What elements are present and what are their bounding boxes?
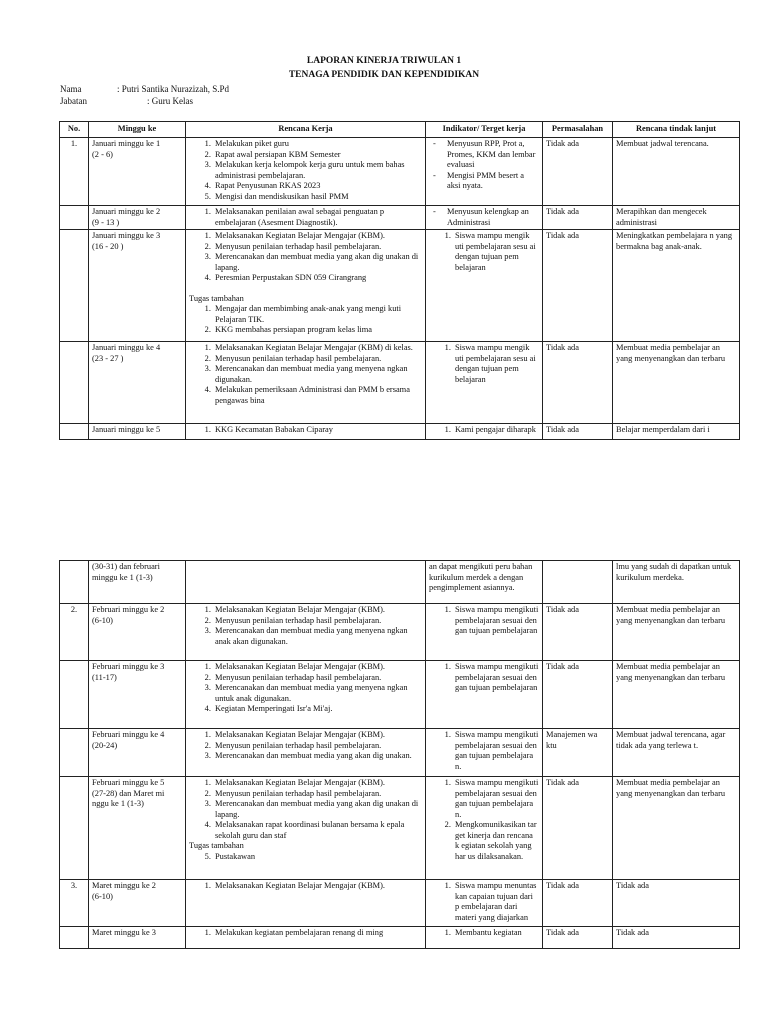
- indicator-item: - Menyusun kelengkap an Administrasi: [429, 207, 539, 228]
- task-item: 1. Melaksanakan penilaian awal sebagai penguatan p embelajaran (Asesment Diagnostik).: [213, 207, 422, 228]
- indicator-item: 1. Siswa mampu mengikuti pembelajaran sesuai den gan tujuan pembelajara n.: [453, 730, 539, 772]
- table-row: [60, 661, 740, 729]
- indicator-list: [429, 425, 539, 436]
- plan-cell: [186, 342, 426, 424]
- task-item: 1. Melaksanakan Kegiatan Belajar Mengajar (KBM).: [213, 881, 422, 892]
- indicator-item: 1. Siswa mampu mengikuti pembelajaran sesuai den gan tujuan pembelajaran: [453, 662, 539, 694]
- row-number: 1.: [60, 138, 89, 206]
- task-item: 2. Menyusun penilaian terhadap hasil pembelajaran.: [213, 242, 422, 253]
- task-item: 2. Rapat awal persiapan KBM Semester: [213, 150, 422, 161]
- indicator-list: [429, 605, 539, 637]
- indicator-list: [429, 139, 539, 192]
- week-cell: [89, 206, 186, 230]
- week-cell: [89, 561, 186, 604]
- week-cell: [89, 138, 186, 206]
- problem-cell: Tidak ada: [543, 661, 613, 729]
- row-number: [60, 230, 89, 342]
- indicator-list: [429, 778, 539, 862]
- task-item: 5. Mengisi dan mendiskusikan hasil PMM: [213, 192, 422, 203]
- task-list: [189, 343, 422, 406]
- task-item: 1. KKG Kecamatan Babakan Ciparay: [213, 425, 422, 436]
- row-number: [60, 342, 89, 424]
- indicator-cell: [426, 230, 543, 342]
- plan-cell: [186, 927, 426, 949]
- week-label: Maret minggu ke 3: [92, 928, 156, 937]
- row-number: 2.: [60, 604, 89, 661]
- followup-cell: Membuat media pembelajar an yang menyenangkan dan terbaru: [613, 661, 740, 729]
- extra-task-list: [189, 304, 422, 336]
- problem-cell: Tidak ada: [543, 138, 613, 206]
- indicator-item: - Menyusun RPP, Prot a, Promes, KKM dan lembar evaluasi: [429, 139, 539, 171]
- task-item: 1. Melaksanakan Kegiatan Belajar Mengajar (KBM).: [213, 605, 422, 616]
- report-table-page-2: [59, 560, 740, 949]
- row-number: [60, 424, 89, 440]
- indicator-cell: [426, 729, 543, 777]
- task-list: [189, 778, 422, 841]
- report-title: LAPORAN KINERJA TRIWULAN 1: [306, 56, 462, 66]
- week-cell: [89, 604, 186, 661]
- task-item: 3. Merencanakan dan membuat media yang menyena ngkan digunakan.: [213, 364, 422, 385]
- problem-cell: Tidak ada: [543, 342, 613, 424]
- task-list: [189, 605, 422, 647]
- name-label: Nama: [60, 84, 82, 94]
- followup-cell: Membuat media pembelajar an yang menyenangkan dan terbaru: [613, 342, 740, 424]
- col-header-week: Minggu ke: [89, 122, 186, 138]
- problem-cell: Tidak ada: [543, 880, 613, 927]
- task-list: [189, 139, 422, 202]
- row-number: [60, 561, 89, 604]
- row-number: [60, 206, 89, 230]
- week-cell: [89, 880, 186, 927]
- followup-cell: Merapihkan dan mengecek administrasi: [613, 206, 740, 230]
- row-number: [60, 927, 89, 949]
- table-row: [60, 342, 740, 424]
- week-label: Januari minggu ke 3: [92, 231, 161, 240]
- week-cell: [89, 729, 186, 777]
- problem-cell: Tidak ada: [543, 230, 613, 342]
- indicator-cell: [426, 424, 543, 440]
- followup-cell: Membuat media pembelajar an yang menyenangkan dan terbaru: [613, 777, 740, 880]
- indicator-item: an dapat mengikuti peru bahan kurikulum merdek a dengan pengimplement asiannya.: [429, 562, 533, 592]
- problem-cell: Tidak ada: [543, 206, 613, 230]
- task-item: 2. Menyusun penilaian terhadap hasil pembelajaran.: [213, 741, 422, 752]
- week-label: Januari minggu ke 1: [92, 139, 161, 148]
- indicator-list: [429, 231, 539, 273]
- table-row: [60, 138, 740, 206]
- task-list: [189, 730, 422, 762]
- task-item: 1. Melakukan kegiatan pembelajaran renang di ming: [213, 928, 422, 939]
- plan-cell: [186, 561, 426, 604]
- task-item: 3. Merencanakan dan membuat media yang menyena ngkan untuk anak digunakan.: [213, 683, 422, 704]
- row-number: [60, 777, 89, 880]
- indicator-cell: [426, 604, 543, 661]
- week-label: (30-31) dan februari minggu ke 1 (1-3): [92, 562, 160, 582]
- week-label: (2 - 6): [92, 149, 113, 159]
- task-item: 2. Menyusun penilaian terhadap hasil pembelajaran.: [213, 673, 422, 684]
- indicator-cell: [426, 342, 543, 424]
- indicator-cell: [426, 561, 543, 604]
- extra-task-label: Tugas tambahan: [189, 293, 244, 303]
- week-cell: [89, 342, 186, 424]
- followup-cell: Membuat jadwal terencana.: [613, 138, 740, 206]
- task-item: 1. Melaksanakan Kegiatan Belajar Mengajar (KBM).: [213, 662, 422, 673]
- plan-cell: [186, 138, 426, 206]
- problem-cell: Tidak ada: [543, 777, 613, 880]
- plan-cell: [186, 604, 426, 661]
- plan-cell: [186, 230, 426, 342]
- table-row: [60, 604, 740, 661]
- week-label: (23 - 27 ): [92, 353, 124, 363]
- indicator-item: 1. Siswa mampu mengik uti pembelajaran sesu ai dengan tujuan pem belajaran: [453, 231, 539, 273]
- task-item: 3. Merencanakan dan membuat media yang menyena ngkan anak akan digunakan.: [213, 626, 422, 647]
- extra-task-item: 5. Pustakawan: [213, 852, 422, 863]
- task-item: 1. Melaksanakan Kegiatan Belajar Mengajar (KBM).: [213, 730, 422, 741]
- extra-task-item: 2. KKG membahas persiapan program kelas lima: [213, 325, 422, 336]
- problem-cell: Tidak ada: [543, 604, 613, 661]
- plan-cell: [186, 661, 426, 729]
- task-item: 4. Peresmian Perpustakan SDN 059 Cirangrang: [213, 273, 422, 284]
- week-label: Maret minggu ke 2: [92, 881, 156, 890]
- report-table-page-1: [59, 121, 740, 440]
- indicator-cell: [426, 661, 543, 729]
- indicator-cell: [426, 138, 543, 206]
- task-list: [189, 425, 422, 436]
- week-label: Januari minggu ke 5: [92, 425, 161, 434]
- task-list: [189, 881, 422, 892]
- task-item: 3. Melakukan kerja kelompok kerja guru untuk mem bahas administrasi pembelajaran.: [213, 160, 422, 181]
- week-label: (6-10): [92, 615, 113, 625]
- task-item: 2. Menyusun penilaian terhadap hasil pembelajaran.: [213, 354, 422, 365]
- indicator-item: - Mengisi PMM besert a aksi nyata.: [429, 171, 539, 192]
- week-cell: [89, 230, 186, 342]
- indicator-item: 2. Mengkomunikasikan tar get kinerja dan rencana k egiatan sekolah yang har us dilaksanakan.: [453, 820, 539, 862]
- problem-cell: Tidak ada: [543, 424, 613, 440]
- week-cell: [89, 661, 186, 729]
- col-header-indicator: Indikator/ Terget kerja: [426, 122, 543, 138]
- table-header-row: [60, 122, 740, 138]
- plan-cell: [186, 777, 426, 880]
- report-subtitle: TENAGA PENDIDIK DAN KEPENDIDIKAN: [288, 70, 480, 80]
- col-header-problem: Permasalahan: [543, 122, 613, 138]
- week-label: Februari minggu ke 5: [92, 778, 165, 787]
- indicator-cell: [426, 777, 543, 880]
- indicator-cell: [426, 927, 543, 949]
- table-row: [60, 777, 740, 880]
- indicator-item: 1. Siswa mampu menuntas kan capaian tujuan dari p embelajaran dari materi yang diajarkan: [453, 881, 539, 923]
- task-item: 4. Melaksanakan rapat koordinasi bulanan bersama k epala sekolah guru dan staf: [213, 820, 422, 841]
- indicator-item: 1. Kami pengajar diharapk: [453, 425, 539, 436]
- indicator-list: [429, 207, 539, 228]
- task-list: [189, 928, 422, 939]
- name-value: : Putri Santika Nurazizah, S.Pd: [117, 84, 229, 94]
- task-item: 4. Kegiatan Memperingati Isr'a Mi'aj.: [213, 704, 422, 715]
- table-row: [60, 927, 740, 949]
- extra-task-item: 1. Mengajar dan membimbing anak-anak yang mengi kuti Pelajaran TIK.: [213, 304, 422, 325]
- indicator-cell: [426, 880, 543, 927]
- task-item: 3. Merencanakan dan membuat media yang akan dig unakan di lapang.: [213, 252, 422, 273]
- week-label: (16 - 20 ): [92, 241, 124, 251]
- table-row: [60, 206, 740, 230]
- task-item: 2. Menyusun penilaian terhadap hasil pembelajaran.: [213, 616, 422, 627]
- week-cell: [89, 424, 186, 440]
- problem-cell: Manajemen wa ktu: [543, 729, 613, 777]
- week-label: Februari minggu ke 2: [92, 605, 165, 614]
- col-header-no: No.: [60, 122, 89, 138]
- plan-cell: [186, 880, 426, 927]
- week-label: (11-17): [92, 672, 117, 682]
- role-value: : Guru Kelas: [147, 96, 193, 106]
- indicator-item: 1. Siswa mampu mengik uti pembelajaran sesu ai dengan tujuan pem belajaran: [453, 343, 539, 385]
- table-row: [60, 880, 740, 927]
- week-label: Februari minggu ke 4: [92, 730, 165, 739]
- task-list: [189, 231, 422, 284]
- followup-cell: Membuat jadwal terencana, agar tidak ada yang terlewa t.: [613, 729, 740, 777]
- row-number: [60, 729, 89, 777]
- col-header-followup: Rencana tindak lanjut: [613, 122, 740, 138]
- followup-cell: Meningkatkan pembelajara n yang bermakna bag anak-anak.: [613, 230, 740, 342]
- indicator-item: 1. Siswa mampu mengikuti pembelajaran sesuai den gan tujuan pembelajara n.: [453, 778, 539, 820]
- task-item: 4. Rapat Penyusunan RKAS 2023: [213, 181, 422, 192]
- week-cell: [89, 777, 186, 880]
- task-list: [189, 662, 422, 715]
- plan-cell: [186, 729, 426, 777]
- followup-cell: Membuat media pembelajar an yang menyenangkan dan terbaru: [613, 604, 740, 661]
- week-cell: [89, 927, 186, 949]
- table-row: [60, 729, 740, 777]
- indicator-list: [429, 662, 539, 694]
- indicator-item: 1. Membantu kegiatan: [453, 928, 539, 939]
- task-item: 2. Menyusun penilaian terhadap hasil pembelajaran.: [213, 789, 422, 800]
- followup-cell: Belajar memperdalam dari i: [613, 424, 740, 440]
- plan-cell: [186, 424, 426, 440]
- week-label: Januari minggu ke 4: [92, 343, 161, 352]
- task-item: 4. Melakukan pemeriksaan Administrasi dan PMM b ersama pengawas bina: [213, 385, 422, 406]
- week-label: (9 - 13 ): [92, 217, 120, 227]
- row-number: 3.: [60, 880, 89, 927]
- col-header-plan: Rencana Kerja: [186, 122, 426, 138]
- task-item: 1. Melaksanakan Kegiatan Belajar Mengajar (KBM) di kelas.: [213, 343, 422, 354]
- task-item: 1. Melaksanakan Kegiatan Belajar Mengajar (KBM).: [213, 778, 422, 789]
- indicator-list: [429, 928, 539, 939]
- table-row: [60, 230, 740, 342]
- row-number: [60, 661, 89, 729]
- indicator-item: 1. Siswa mampu mengikuti pembelajaran sesuai den gan tujuan pembelajaran: [453, 605, 539, 637]
- indicator-list: [429, 881, 539, 923]
- role-label: Jabatan: [60, 96, 87, 106]
- task-item: 3. Merencanakan dan membuat media yang akan dig unakan.: [213, 751, 422, 762]
- extra-task-list: [189, 852, 422, 863]
- indicator-cell: [426, 206, 543, 230]
- table-row: [60, 424, 740, 440]
- task-item: 1. Melaksanakan Kegiatan Belajar Mengajar (KBM).: [213, 231, 422, 242]
- week-label: (20-24): [92, 740, 118, 750]
- week-label: Februari minggu ke 3: [92, 662, 165, 671]
- followup-cell: lmu yang sudah di dapatkan untuk kurikulum merdeka.: [613, 561, 740, 604]
- task-list: [189, 207, 422, 228]
- followup-cell: Tidak ada: [613, 880, 740, 927]
- week-label: (27-28) dan Maret mi nggu ke 1 (1-3): [92, 788, 165, 808]
- table-row: [60, 561, 740, 604]
- indicator-list: [429, 343, 539, 385]
- indicator-list: [429, 730, 539, 772]
- task-item: 3. Merencanakan dan membuat media yang akan dig unakan di lapang.: [213, 799, 422, 820]
- week-label: Januari minggu ke 2: [92, 207, 161, 216]
- plan-cell: [186, 206, 426, 230]
- problem-cell: Tidak ada: [543, 927, 613, 949]
- task-item: 1. Melakukan piket guru: [213, 139, 422, 150]
- followup-cell: Tidak ada: [613, 927, 740, 949]
- problem-cell: [543, 561, 613, 604]
- extra-task-label: Tugas tambahan: [189, 841, 244, 850]
- week-label: (6-10): [92, 891, 113, 901]
